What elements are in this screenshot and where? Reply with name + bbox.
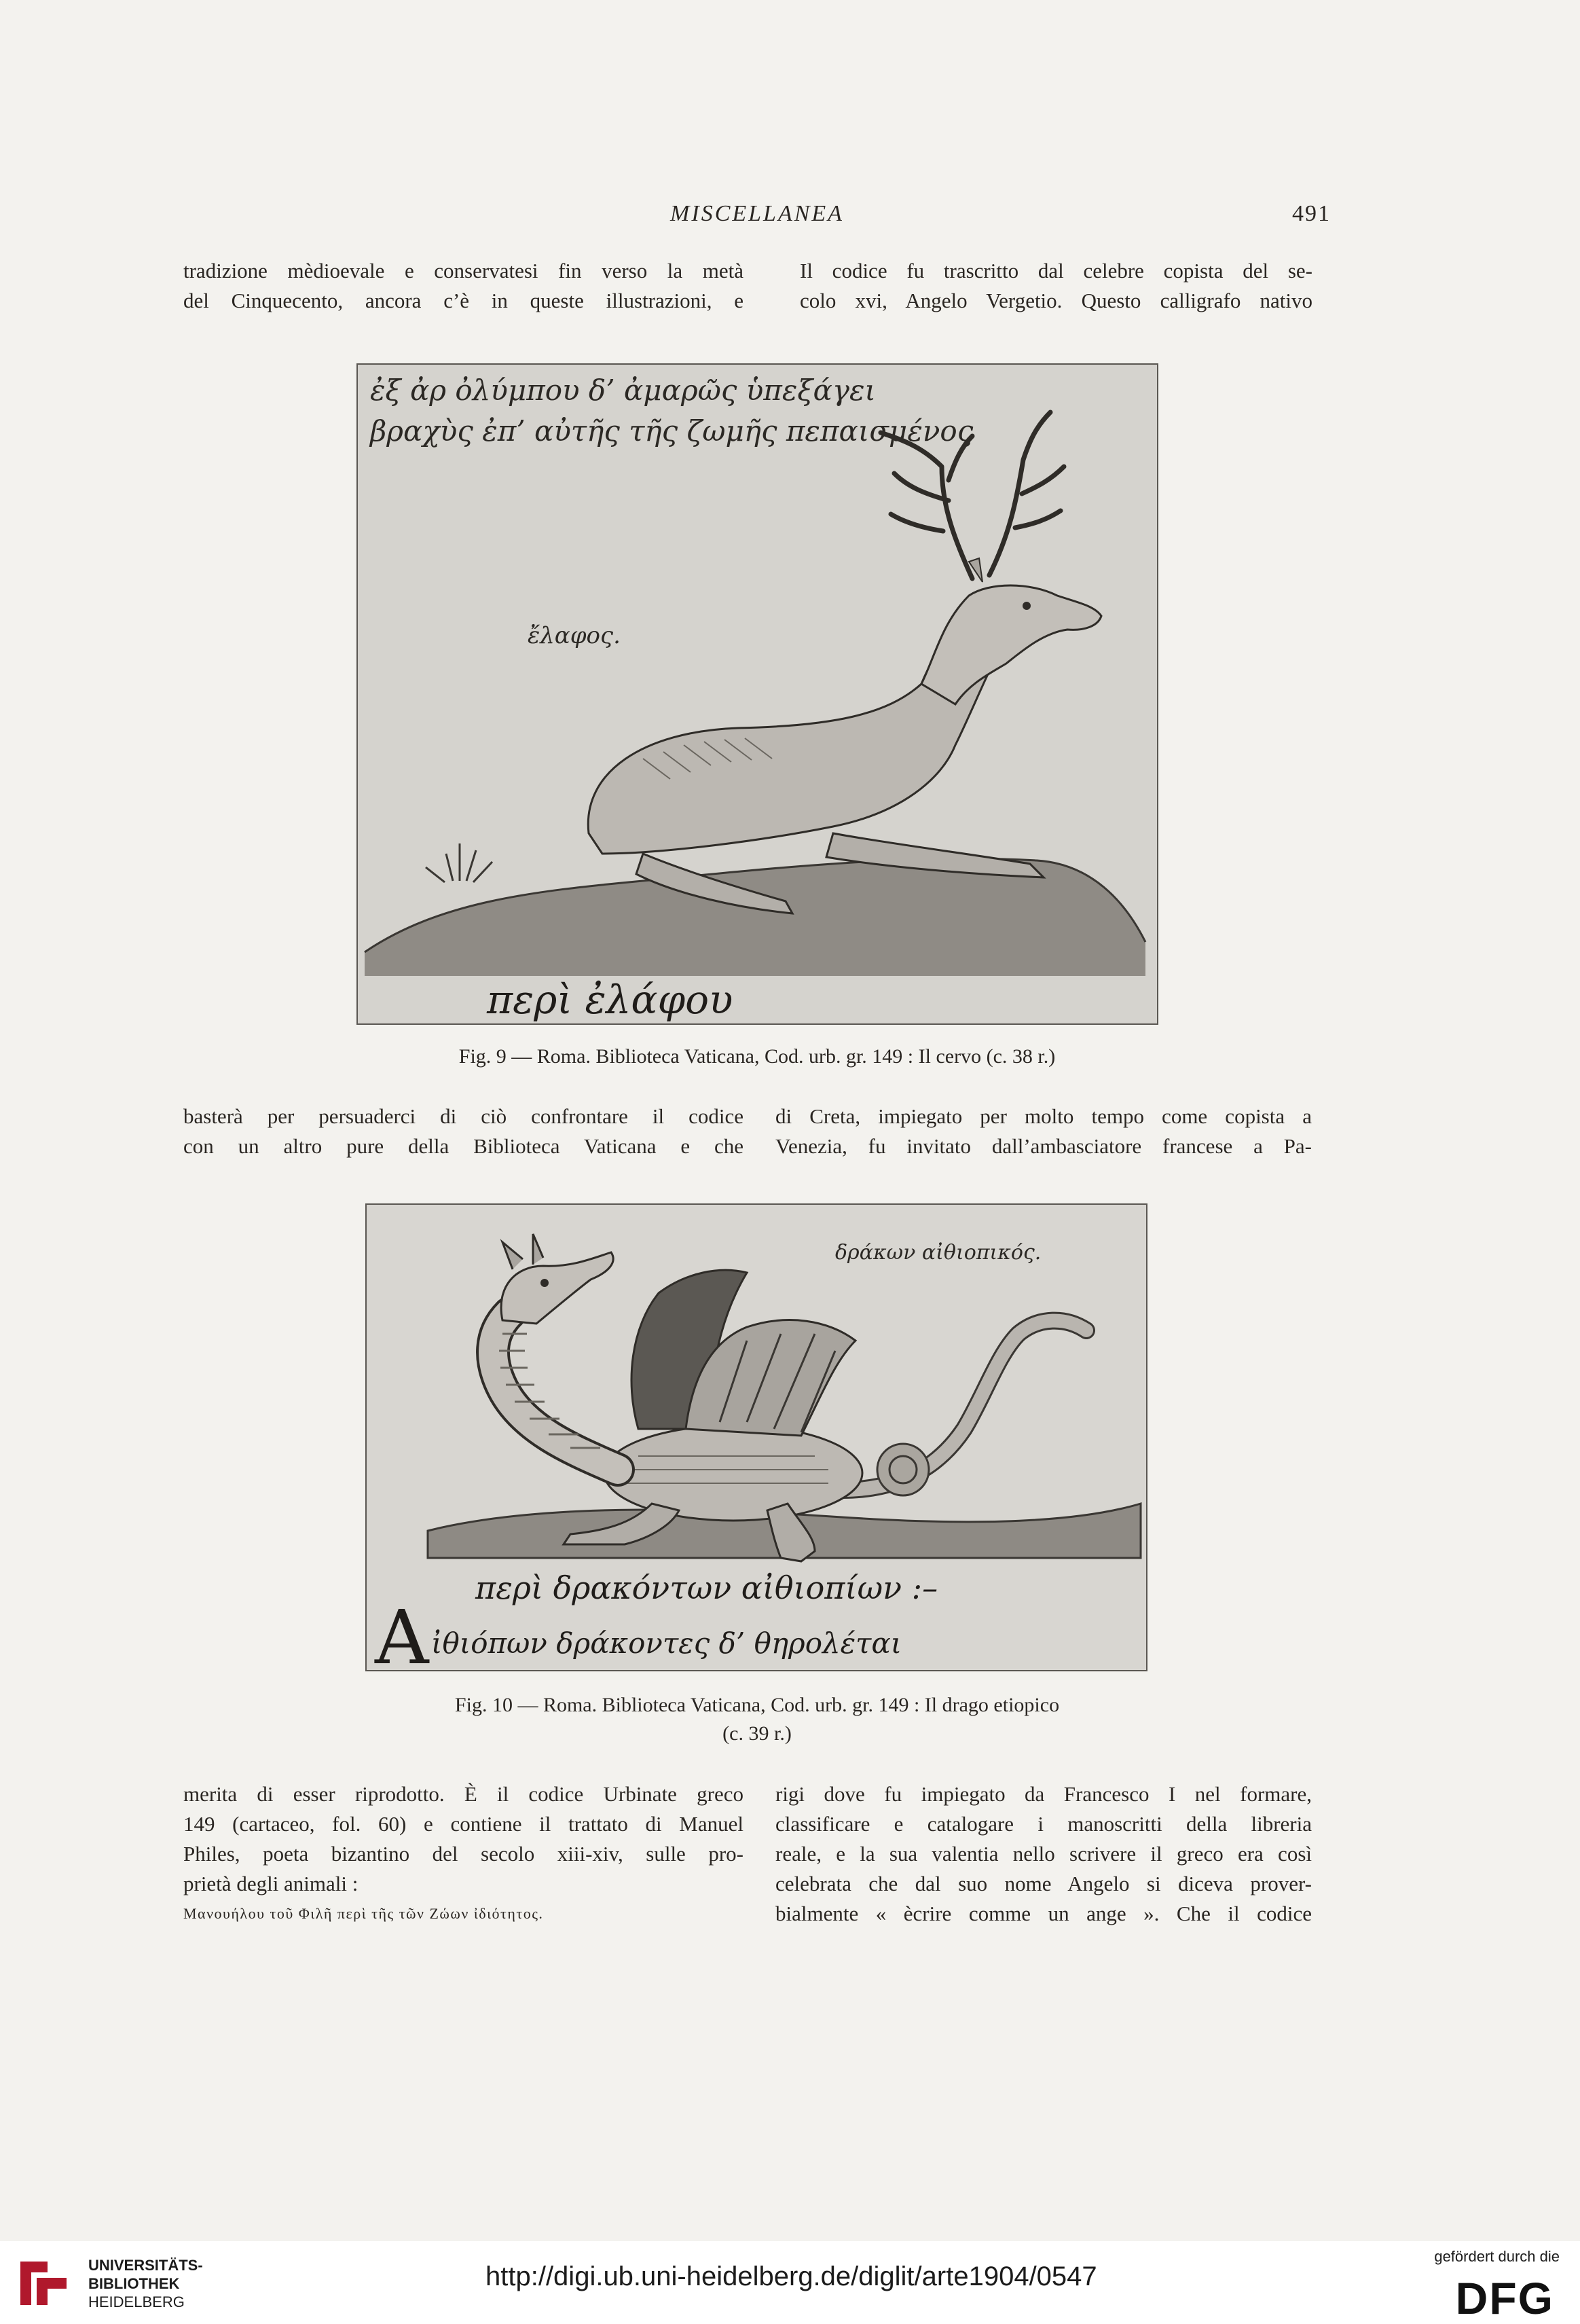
library-name-line-1: UNIVERSITÄTS- bbox=[88, 2257, 203, 2274]
stag-label: ἔλαφος. bbox=[528, 622, 621, 649]
page-number: 491 bbox=[1292, 201, 1331, 226]
text-line: classificare e catalogare i manoscritti della libreria bbox=[775, 1812, 1312, 1836]
text-line: bialmente « ècrire comme un ange ». Che il codice bbox=[775, 1902, 1312, 1925]
figure-9-caption: Fig. 9 — Roma. Biblioteca Vaticana, Cod. urb. gr. 149 : Il cervo (c. 38 r.) bbox=[458, 1045, 1056, 1068]
dragon-inscription-2: ἰθιόπων δράκοντες δ’ θηρολέται bbox=[431, 1627, 902, 1660]
text-line: celebrata che dal suo nome Angelo si diceva prover- bbox=[775, 1872, 1312, 1895]
funding-note: gefördert durch die bbox=[1434, 2248, 1560, 2265]
stag-inscription-top-1: ἐξ ἀρ ὀλύμπου δ’ ἀμαρῶς ὑπεξάγει bbox=[370, 374, 877, 407]
figure-dragon bbox=[365, 1203, 1147, 1671]
text-column-middle-left bbox=[183, 1102, 743, 1161]
dragon-label: δράκων αἰθιοπικός. bbox=[835, 1241, 1042, 1265]
library-name-line-2: BIBLIOTHEK bbox=[88, 2275, 180, 2292]
library-name bbox=[88, 2256, 203, 2311]
ub-heidelberg-logo-icon bbox=[16, 2255, 71, 2309]
figure-10-caption-line-2: (c. 39 r.) bbox=[722, 1722, 792, 1745]
text-column-bottom-left bbox=[183, 1779, 743, 1929]
greek-title-line: Μανουήλου τοῦ Φιλῆ περὶ τῆς τῶν Ζώων ἰδιότητος. bbox=[183, 1905, 544, 1922]
text-line: rigi dove fu impiegato da Francesco I nel formare, bbox=[775, 1782, 1312, 1806]
text-line: di Creta, impiegato per molto tempo come copista a bbox=[775, 1104, 1312, 1128]
text-column-middle-right bbox=[775, 1102, 1312, 1161]
text-line: basterà per persuaderci di ciò confrontare il codice bbox=[183, 1104, 743, 1128]
stag-inscription-top-2: βραχὺς ἐπ’ αὐτῆς τῆς ζωμῆς πεπαισμένος bbox=[370, 414, 974, 448]
text-line: 149 (cartaceo, fol. 60) e contiene il trattato di Manuel bbox=[183, 1812, 743, 1836]
text-column-bottom-right bbox=[775, 1779, 1312, 1929]
text-line: prietà degli animali : bbox=[183, 1872, 359, 1895]
figure-10-caption-line-1: Fig. 10 — Roma. Biblioteca Vaticana, Cod. urb. gr. 149 : Il drago etiopico bbox=[454, 1694, 1060, 1716]
figure-10-caption bbox=[183, 1691, 1331, 1748]
text-line: tradizione mèdioevale e conservatesi fin verso la metà bbox=[183, 259, 743, 283]
library-name-line-3: HEIDELBERG bbox=[88, 2293, 185, 2310]
text-line: del Cinquecento, ancora c’è in queste illustrazioni, e bbox=[183, 289, 743, 312]
stag-inscription-bottom: περὶ ἐλάφου bbox=[487, 977, 733, 1023]
text-line: Philes, poeta bizantino del secolo xiii-xiv, sulle pro- bbox=[183, 1842, 743, 1866]
text-column-top-left bbox=[183, 256, 743, 316]
viewer-footer bbox=[0, 2241, 1580, 2322]
illuminated-initial: A bbox=[375, 1594, 429, 1670]
permalink-url[interactable]: http://digi.ub.uni-heidelberg.de/diglit/arte1904/0547 bbox=[485, 2262, 1097, 2291]
running-header bbox=[183, 201, 1331, 235]
text-line: con un altro pure della Biblioteca Vaticana e che bbox=[183, 1134, 743, 1158]
text-line: colo xvi, Angelo Vergetio. Questo calligrafo nativo bbox=[800, 289, 1312, 312]
text-line: reale, e la sua valentia nello scrivere il greco era così bbox=[775, 1842, 1312, 1866]
running-title: MISCELLANEA bbox=[670, 201, 844, 226]
figure-stag bbox=[356, 363, 1158, 1025]
text-line: Venezia, fu invitato dall’ambasciatore francese a Pa- bbox=[775, 1134, 1312, 1158]
dfg-logo: DFG bbox=[1455, 2273, 1554, 2323]
text-column-top-right bbox=[800, 256, 1312, 316]
text-line: Il codice fu trascritto dal celebre copista del se- bbox=[800, 259, 1312, 283]
dragon-illustration bbox=[367, 1205, 1146, 1670]
stag-illustration bbox=[358, 365, 1157, 1023]
text-line: merita di esser riprodotto. È il codice Urbinate greco bbox=[183, 1782, 743, 1806]
dragon-inscription-1: περὶ δρακόντων αἰθιοπίων :– bbox=[475, 1569, 938, 1606]
